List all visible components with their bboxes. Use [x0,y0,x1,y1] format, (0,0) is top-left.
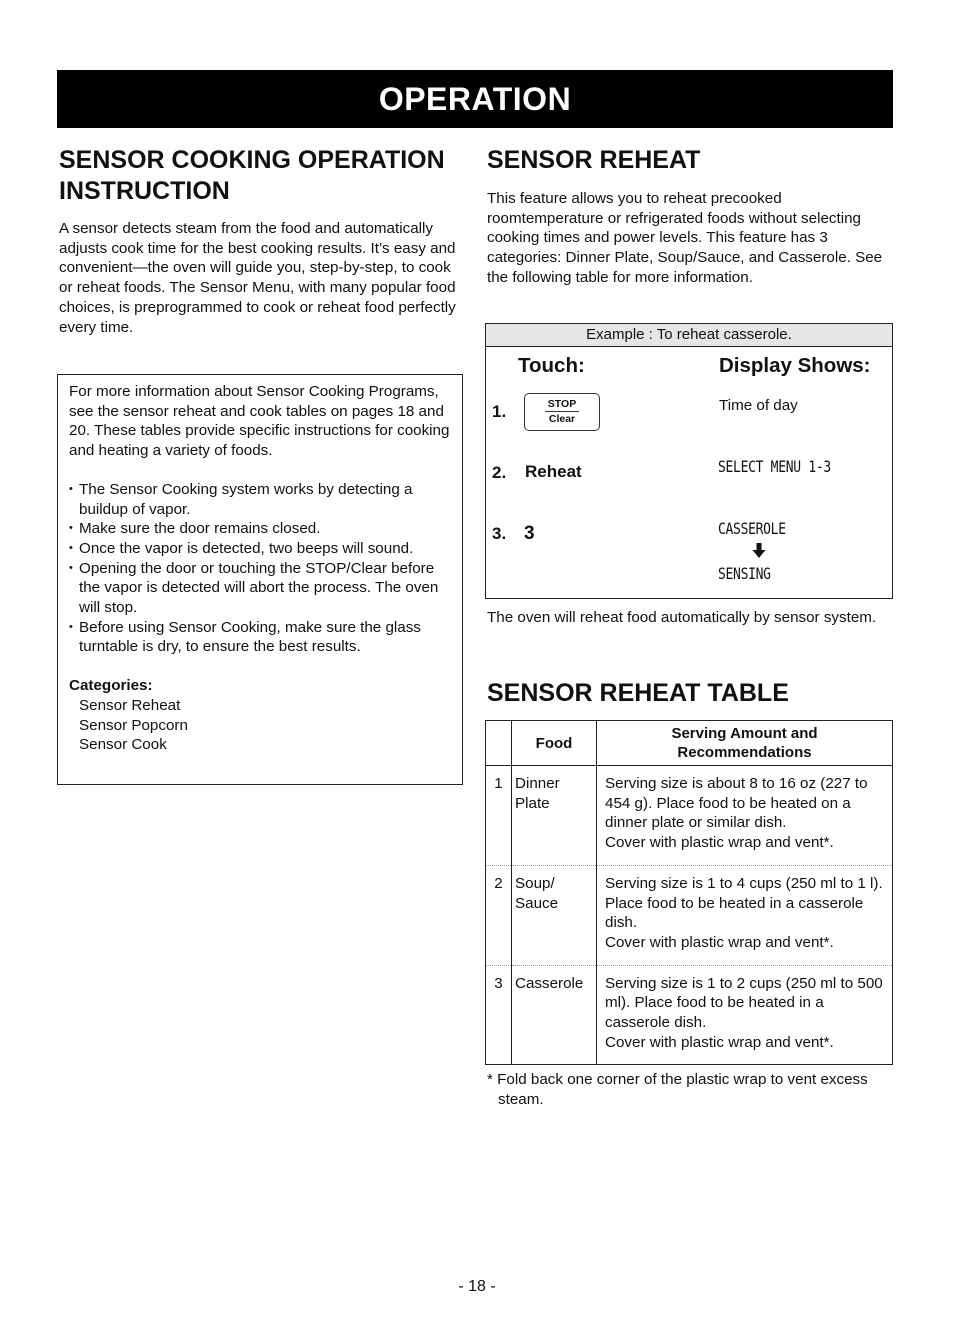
step-number: 2. [492,463,507,482]
sensor-reheat-intro: This feature allows you to reheat precooked roomtemperature or refrigerated foods without selecting cooking times and power levels. This feature has 3 categories: Dinner Plate, Soup/Sauce, and Casserole. See the following table for more information. [487,190,883,286]
sensor-cooking-intro: A sensor detects steam from the food and automatically adjusts cook time for the best cooking results. It’s easy and convenient—the oven will guide you, step-by-step, to cook or reheat foods. The Sensor Menu, with many popular food choices, is preprogrammed to cook or reheat food perfectly every time. [59,220,456,336]
row-serving: Serving size is about 8 to 16 oz (227 to 454 g). Place food to be heated on a dinner plate or similar dish. [605,775,868,832]
table-row [486,865,893,965]
row-description [597,865,893,965]
row-food: Casserole [512,965,597,1065]
table-header-row [486,721,893,766]
table-row [486,965,893,1065]
stop-clear-button [524,393,600,431]
clear-label: Clear [548,413,576,425]
header-serving: Serving Amount and Recommendations [597,721,893,766]
page-title: OPERATION [378,81,572,117]
touch-label: Touch: [518,354,585,377]
display-casserole: CASSEROLE [718,520,786,539]
step-number: 1. [492,402,507,421]
row-serving: Serving size is 1 to 4 cups (250 ml to 1 l). Place food to be heated in a casserole dish. [605,874,883,932]
display-sensing: SENSING [718,565,771,584]
bullet-item: • Make sure the door remains closed. [69,519,454,539]
bullet-list [69,480,454,657]
row-cover: Cover with plastic wrap and vent*. [605,834,834,852]
info-box-text: For more information about Sensor Cooking Programs, see the sensor reheat and cook tables on pages 18 and 20. These tables provide specific instructions for cooking and heating a variety of foods. [69,383,450,460]
categories-list [69,696,454,755]
row-number: 1 [486,766,512,866]
after-example-text: The oven will reheat food automatically by sensor system. [487,609,877,626]
header-bar [57,70,893,128]
sensor-reheat-title: SENSOR REHEAT [487,146,701,174]
row-serving: Serving size is 1 to 2 cups (250 ml to 500 ml). Place food to be heated in a casserole dish. [605,974,883,1032]
bullet-item: • Opening the door or touching the STOP/Clear before the vapor is detected will abort the process. The oven will stop. [69,559,454,618]
footnote [487,1070,887,1109]
step-number: 3. [492,524,507,543]
row-number: 2 [486,865,512,965]
reheat-table-title: SENSOR REHEAT TABLE [487,679,789,707]
row-cover: Cover with plastic wrap and vent*. [605,1033,834,1051]
categories-title: Categories: [69,677,153,695]
page-number: - 18 - [458,1278,496,1295]
row-number: 3 [486,965,512,1065]
button-divider [545,411,579,412]
header-food: Food [512,721,597,766]
example-box [485,323,893,599]
footnote-text: * Fold back one corner of the plastic wrap to vent excess steam. [487,1071,868,1108]
bullet-item: • Before using Sensor Cooking, make sure the glass turntable is dry, to ensure the best results. [69,618,454,657]
category-item: Sensor Cook [79,736,167,754]
row-cover: Cover with plastic wrap and vent*. [605,933,834,951]
display-label: Display Shows: [719,354,871,377]
row-food: Dinner Plate [512,766,597,866]
category-item: Sensor Reheat [79,696,181,714]
row-description [597,965,893,1065]
info-box [57,374,463,785]
row-description [597,766,893,866]
stop-label: STOP [547,398,577,410]
reheat-table [485,720,893,1065]
bullet-item: • Once the vapor is detected, two beeps will sound. [69,539,454,559]
example-heading: Example : To reheat casserole. [486,324,892,347]
display-select-menu: SELECT MENU 1-3 [718,458,831,477]
table-row [486,766,893,866]
row-food: Soup/ Sauce [512,865,597,965]
sensor-cooking-title: SENSOR COOKING OPERATION INSTRUCTION [59,146,445,205]
header-num [486,721,512,766]
reheat-key: Reheat [525,462,582,481]
number-3-key: 3 [524,523,535,544]
category-item: Sensor Popcorn [79,716,188,734]
bullet-item: • The Sensor Cooking system works by detecting a buildup of vapor. [69,480,454,519]
display-time-of-day: Time of day [719,397,798,414]
arrow-down-icon [752,543,766,559]
